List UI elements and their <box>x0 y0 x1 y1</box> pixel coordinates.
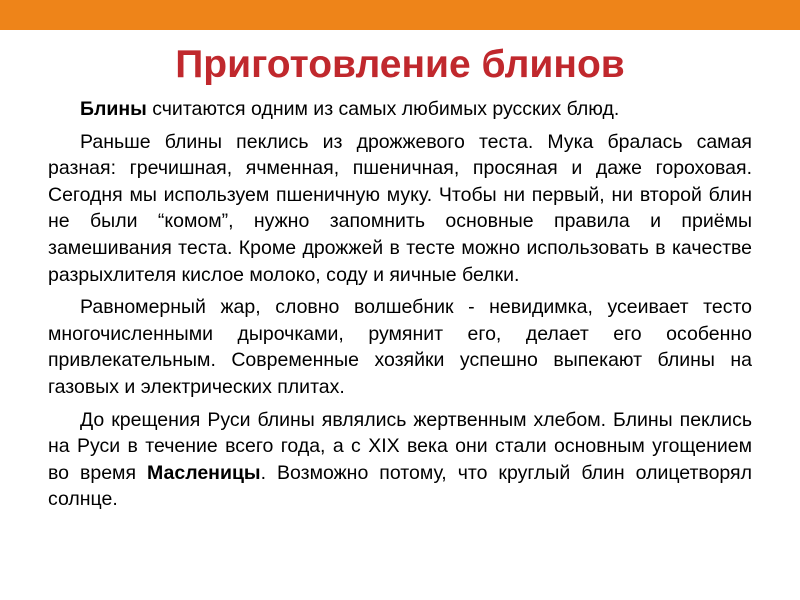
paragraph-history-text-2: . Возможно потому, что круглый блин олицетворял солнце. <box>48 461 752 511</box>
slide-body <box>48 96 752 519</box>
paragraph-dough-text: Раньше блины пеклись из дрожжевого теста. Мука бралась самая разная: гречишная, ячменная, пшеничная, просяная и даже гороховая. Сегодня мы используем пшеничную муку. Чтобы ни первый, ни второй блин не были “комом”, нужно запомнить основные правила и приёмы замешивания теста. Кроме дрожжей в тесте можно использовать в качестве разрыхлителя кислое молоко, соду и яичные белки. <box>48 130 752 286</box>
paragraph-history-text-1: До крещения Руси блины являлись жертвенным хлебом. Блины пеклись на Руси в течение всего года, а с XIX века они стали основным угощением во время <box>48 408 752 484</box>
paragraph-dough <box>48 129 752 289</box>
paragraph-intro <box>48 96 752 123</box>
paragraph-intro-text: считаются одним из самых любимых русских блюд. <box>146 98 620 120</box>
top-accent-bar <box>0 0 800 30</box>
paragraph-heat <box>48 294 752 400</box>
bold-term-bliny: Блины <box>80 98 147 120</box>
page-title: Приготовление блинов <box>175 43 625 86</box>
paragraph-history <box>48 407 752 513</box>
bold-term-maslenitsa: Масленицы <box>147 461 261 484</box>
paragraph-heat-text: Равномерный жар, словно волшебник - невидимка, усеивает тесто многочисленными дырочками, румянит его, делает его особенно привлекательным. Современные хозяйки успешно выпекают блины на газовых и электрических плитах. <box>48 296 752 398</box>
